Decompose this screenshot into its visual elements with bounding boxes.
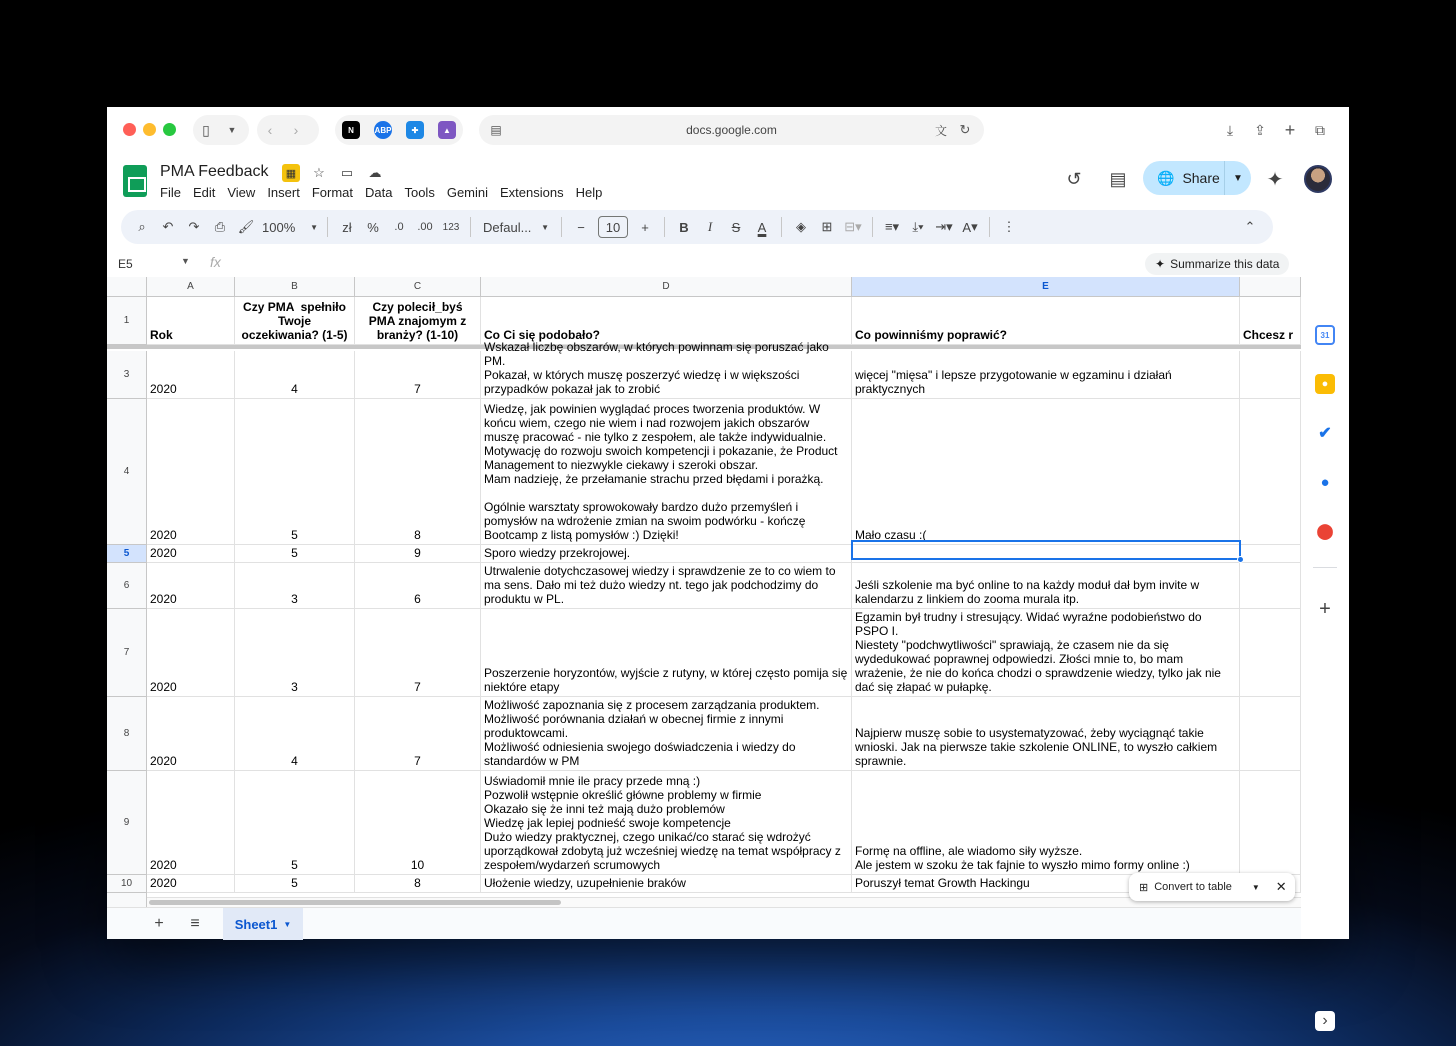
cell-recommend-text: 7 (414, 754, 421, 768)
star-icon[interactable]: ☆ (313, 165, 325, 180)
sheet-tabs-bar (107, 907, 1301, 939)
vertical-align-icon[interactable]: ⤓▾ (912, 219, 924, 234)
merge-cells-icon[interactable]: ⊟▾ (844, 219, 862, 234)
divider (470, 217, 471, 237)
borders-icon[interactable]: ⊞ (821, 219, 833, 234)
menu-gemini[interactable]: Gemini (446, 185, 489, 200)
summarize-label: Summarize this data (1170, 257, 1280, 271)
cell-recommend-text: 7 (414, 382, 421, 396)
header-cell-next[interactable]: Chcesz r (1240, 297, 1301, 345)
cell-next[interactable] (1240, 399, 1301, 545)
cell-improve[interactable] (852, 609, 1240, 697)
header-cell-improve[interactable]: Co powinniśmy poprawić? (852, 297, 1240, 345)
fill-color-icon[interactable]: ◈ (796, 219, 806, 234)
menu-format[interactable]: Format (311, 185, 353, 200)
increase-decimal-button[interactable]: .00 (417, 221, 433, 233)
font-select[interactable] (477, 214, 555, 240)
cell-next[interactable] (1240, 771, 1301, 875)
cell-year-text: 2020 (150, 592, 177, 606)
row-header[interactable]: 4 (107, 399, 147, 545)
row-header[interactable]: 3 (107, 351, 147, 399)
share-button[interactable] (1143, 161, 1251, 195)
cell-recommend-text: 8 (414, 876, 421, 890)
row-header[interactable]: 8 (107, 697, 147, 771)
menu-tools[interactable]: Tools (404, 185, 435, 200)
share-sheet-icon[interactable]: ⇪ (1254, 121, 1266, 138)
scrollbar-thumb[interactable] (149, 900, 561, 905)
percent-format-button[interactable]: % (367, 219, 379, 235)
convert-to-table-chip[interactable] (1129, 873, 1295, 901)
name-box[interactable]: E5 (118, 257, 133, 271)
header-cell-liked[interactable]: Co Ci się podobało? (481, 297, 852, 345)
search-menus-icon[interactable]: ⌕ (138, 219, 146, 234)
convert-label: Convert to table (1154, 881, 1232, 893)
chevron-down-icon[interactable]: ▼ (181, 256, 190, 266)
doc-title[interactable]: PMA Feedback (160, 163, 269, 180)
browser-actions (1213, 115, 1339, 145)
tasks-icon[interactable]: ✔ (1315, 423, 1335, 443)
decrease-font-size-icon[interactable]: − (577, 219, 585, 235)
currency-format-button[interactable]: zł (342, 219, 352, 235)
close-window-button[interactable] (123, 123, 136, 136)
row-header[interactable]: 5 (107, 545, 147, 563)
row-header[interactable]: 6 (107, 563, 147, 609)
cell-year[interactable] (147, 563, 235, 609)
zoom-select[interactable] (259, 214, 321, 240)
extension-a-icon[interactable]: ▲ (438, 121, 456, 139)
cell-expectations[interactable] (235, 771, 355, 875)
row-header[interactable]: 9 (107, 771, 147, 875)
cell-recommend[interactable] (355, 697, 481, 771)
text-wrapping-icon[interactable]: ⇥▾ (935, 219, 953, 234)
cell-recommend[interactable] (355, 351, 481, 399)
cell-liked-text: Utrwalenie dotychczasowej wiedzy i sprawdzenie ze to co wiem to ma sens. Dało mi też dużo wiedzy nt. tego jak podchodzimy do produktu w PL. (484, 564, 839, 606)
paint-format-icon[interactable]: 🖌 (237, 219, 255, 234)
browser-toolbar (107, 107, 1349, 153)
cell-year-text: 2020 (150, 876, 177, 890)
cell-recommend-text: 9 (414, 546, 421, 560)
cell-next[interactable] (1240, 563, 1301, 609)
extension-k-icon[interactable]: ✚ (406, 121, 424, 139)
cell-next[interactable] (1240, 351, 1301, 399)
cell-improve-text: Egzamin był trudny i stresujący. Widać wyraźne podobieństwo do PSPO I. Niestety "podchwytliwości" sprawiają, że czasem nie da się wydedukować poprawnej odpowiedzi. Złości mnie to, bo mam wrażenie, że nie do końca chodzi o sprawdzenie wiedzy, tylko jak nie dać się złapać w pułapkę. (855, 610, 1221, 694)
cell-year-text: 2020 (150, 382, 177, 396)
forward-icon[interactable]: › (293, 122, 299, 138)
gemini-icon[interactable]: ✦ (1266, 168, 1284, 191)
nav-buttons (257, 115, 319, 145)
reload-icon[interactable]: ↻ (959, 122, 971, 137)
new-tab-icon[interactable]: + (1284, 119, 1296, 140)
sidebar-icon: ▯ (202, 121, 210, 138)
strikethrough-button[interactable]: S (731, 219, 741, 235)
translate-icon[interactable]: 文 (934, 123, 947, 138)
fill-handle[interactable] (1237, 556, 1244, 563)
font-value: Defaul... (483, 219, 532, 235)
cell-improve-text: Formę na offline, ale wiadomo siły wyższe. Ale jestem w szoku że tak fajnie to wyszło mimo formy online :) (855, 844, 1190, 872)
divider (872, 217, 873, 237)
tab-overview-icon[interactable]: ⧉ (1315, 121, 1325, 138)
cell-improve-text: Poruszył temat Growth Hackingu (855, 876, 1030, 890)
cell-year[interactable] (147, 609, 235, 697)
chevron-down-icon: ▼ (541, 222, 549, 232)
cell-year-text: 2020 (150, 858, 177, 872)
cell-liked-text: Ułożenie wiedzy, uzupełnienie braków (484, 876, 686, 890)
redo-icon[interactable]: ↷ (188, 219, 200, 234)
more-options-icon[interactable]: ⋮ (1002, 219, 1016, 234)
close-icon[interactable]: ✕ (1275, 879, 1287, 894)
cell-expectations[interactable] (235, 609, 355, 697)
undo-icon[interactable]: ↶ (162, 219, 174, 234)
expand-panel-icon[interactable]: › (1315, 1011, 1335, 1031)
cell-liked[interactable] (481, 399, 852, 545)
menu-view[interactable]: View (227, 185, 256, 200)
cell-next[interactable] (1240, 545, 1301, 563)
download-icon[interactable]: ⤓ (1226, 121, 1234, 138)
adblock-icon[interactable]: ABP (374, 121, 392, 139)
comments-icon[interactable]: ▤ (1109, 168, 1127, 189)
cell-year-text: 2020 (150, 680, 177, 694)
spreadsheet-grid[interactable] (107, 277, 1301, 897)
cell-liked-text: Możliwość zapoznania się z procesem zarządzania produktem. Możliwość porównania działań w obecnej firmie z innymi produktowcami. Możliwość odniesienia swojego doświadczenia i wiedzy do standardów w PM (484, 698, 820, 768)
text-rotation-label: A (962, 219, 972, 235)
chevron-down-icon: ▼ (310, 222, 318, 232)
cell-expectations-text: 5 (291, 858, 298, 872)
address-bar[interactable] (479, 115, 984, 145)
sheet-badge-icon[interactable]: ▦ (282, 164, 300, 182)
side-panel (1301, 211, 1349, 1029)
header-cell-recommend[interactable]: Czy polecił_byś PMA znajomym z branży? (1-10) (355, 297, 481, 345)
cell-year[interactable] (147, 771, 235, 875)
cell-liked-text: Uświadomił mnie ile pracy przede mną :) Pozwolił wstępnie określić główne problemy w firmie Okazało się że inni też mają dużo problemów Wiedzę jak lepiej podnieść swoje kompetencje Dużo wiedzy praktycznej, czego unikać/co starać się wdrożyć uporządkował zdobytą już wcześniej wiedzę na temat współpracy z zespołem/wydarzeń scrumowych (484, 774, 841, 872)
move-folder-icon[interactable]: ▭ (340, 165, 354, 180)
cell-recommend-text: 7 (414, 680, 421, 694)
minimize-window-button[interactable] (143, 123, 156, 136)
column-header-d[interactable]: D (481, 277, 852, 297)
menu-help[interactable]: Help (575, 185, 603, 200)
back-icon[interactable]: ‹ (267, 122, 273, 138)
column-header-e[interactable]: E (852, 277, 1240, 297)
cell-liked[interactable] (481, 340, 852, 399)
globe-icon: 🌐 (1157, 169, 1175, 186)
sidebar-toggle[interactable] (193, 115, 249, 145)
more-formats-button[interactable]: 123 (442, 221, 460, 233)
horizontal-scrollbar[interactable] (147, 897, 1301, 907)
divider (327, 217, 328, 237)
cell-liked-text: Wiedzę, jak powinien wyglądać proces tworzenia produktów. W końcu wiem, czego nie wiem i nad rozwojem jakich obszarów muszę pracować - nie tylko z zespołem, ale także indywidualnie. Motywację do rozwoju swoich kompetencji i pokazanie, że Product Management to niezwykle ciekawy i szeroki obszar. Mam nadzieję, że przełamanie strachu przed błędami i porażką. Ogólnie warsztaty sprowokowały bardzo dużo przemyśleń i pomysłów na wdrożenie zmian na swoim podwórku - kończę Bootcamp z listą pomysłów :) Dzięki! (484, 402, 838, 542)
header-cell-expectations[interactable]: Czy PMA spełniło Twoje oczekiwania? (1-5) (235, 297, 355, 345)
cell-expectations-text: 3 (291, 680, 298, 694)
column-header-c[interactable]: C (355, 277, 481, 297)
cell-improve[interactable] (852, 399, 1240, 545)
collapse-toolbar-icon[interactable]: ⌃ (1244, 219, 1256, 234)
cell-recommend[interactable] (355, 875, 481, 893)
cell-improve[interactable] (852, 545, 1240, 563)
formula-bar (107, 251, 1301, 277)
cell-liked[interactable] (481, 545, 852, 563)
cell-next[interactable] (1240, 697, 1301, 771)
cell-recommend-text: 8 (414, 528, 421, 542)
column-header-f[interactable] (1240, 277, 1301, 297)
column-header-b[interactable]: B (235, 277, 355, 297)
font-size-input[interactable]: 10 (598, 216, 628, 238)
cell-expectations-text: 5 (291, 546, 298, 560)
menu-insert[interactable]: Insert (267, 185, 300, 200)
menu-data[interactable]: Data (365, 185, 393, 200)
maps-icon[interactable]: ⬤ (1316, 523, 1334, 540)
keep-icon[interactable]: ● (1315, 374, 1335, 394)
cell-recommend-text: 10 (410, 858, 425, 872)
cell-expectations-text: 5 (291, 528, 298, 542)
cell-expectations[interactable] (235, 545, 355, 563)
divider (664, 217, 665, 237)
select-all-corner[interactable] (107, 277, 147, 297)
share-dropdown-icon[interactable]: ▼ (1233, 172, 1243, 184)
browser-window (107, 107, 1349, 1029)
divider (561, 217, 562, 237)
fx-icon: fx (210, 254, 221, 270)
cell-expectations[interactable] (235, 563, 355, 609)
page-menu-icon[interactable]: ▤ (490, 123, 502, 137)
version-history-icon[interactable]: ↺ (1066, 168, 1082, 189)
cell-recommend-text: 6 (414, 592, 421, 606)
cell-recommend[interactable] (355, 771, 481, 875)
cell-recommend[interactable] (355, 563, 481, 609)
cell-year-text: 2020 (150, 546, 177, 560)
cell-improve-text: więcej "mięsa" i lepsze przygotowanie w egzaminu i działań praktycznych (855, 368, 1176, 396)
cell-next[interactable] (1240, 609, 1301, 697)
cell-improve[interactable] (852, 697, 1240, 771)
cell-liked[interactable] (481, 563, 852, 609)
cell-expectations-text: 4 (291, 382, 298, 396)
add-addon-icon[interactable]: + (1315, 599, 1335, 619)
contacts-icon[interactable]: ● (1315, 472, 1335, 492)
cell-expectations-text: 4 (291, 754, 298, 768)
chevron-down-icon[interactable]: ▼ (283, 919, 292, 929)
app-header (107, 153, 1349, 211)
calendar-icon[interactable]: 31 (1315, 325, 1335, 345)
decrease-decimal-button[interactable]: .0 (394, 221, 404, 233)
add-sheet-icon[interactable]: + (154, 915, 164, 932)
cell-expectations[interactable] (235, 697, 355, 771)
italic-button[interactable]: I (707, 219, 713, 234)
cell-recommend[interactable] (355, 399, 481, 545)
text-rotation-button[interactable]: A ▾ (962, 219, 978, 235)
url-text: docs.google.com (686, 123, 777, 137)
horizontal-align-icon[interactable]: ≡▾ (884, 219, 900, 234)
menu-edit[interactable]: Edit (192, 185, 216, 200)
zoom-value: 100% (262, 219, 296, 235)
row-header[interactable]: 7 (107, 609, 147, 697)
header-cell-year[interactable]: Rok (147, 297, 235, 345)
cell-year[interactable] (147, 545, 235, 563)
cell-improve[interactable] (852, 771, 1240, 875)
zoom-window-button[interactable] (163, 123, 176, 136)
title-icons (282, 164, 384, 182)
cloud-status-icon[interactable]: ☁ (368, 165, 382, 180)
extensions-bar (335, 115, 463, 145)
chevron-down-icon[interactable]: ▼ (1251, 882, 1260, 892)
cell-improve-text: Mało czasu :( (855, 528, 927, 542)
cell-improve[interactable] (852, 351, 1240, 399)
cell-recommend[interactable] (355, 609, 481, 697)
cell-year-text: 2020 (150, 528, 177, 542)
sheet-tab-label: Sheet1 (234, 916, 278, 932)
cell-expectations[interactable] (235, 875, 355, 893)
table-icon: ⊞ (1139, 881, 1149, 894)
text-color-button[interactable]: A (757, 219, 767, 235)
cell-expectations[interactable] (235, 351, 355, 399)
summarize-button[interactable] (1145, 253, 1289, 275)
divider (781, 217, 782, 237)
menu-bar (160, 185, 608, 200)
cell-liked[interactable] (481, 771, 852, 875)
cell-improve-text: Najpierw muszę sobie to usystematyzować, żeby wyciągnąć takie wnioski. Jak na pierwsze takie szkolenie ONLINE, to wyszło całkiem sprawnie. (855, 726, 1221, 768)
cell-expectations-text: 3 (291, 592, 298, 606)
cell-recommend[interactable] (355, 545, 481, 563)
cell-improve[interactable] (852, 563, 1240, 609)
chevron-down-icon: ▼ (227, 125, 237, 135)
cell-year[interactable] (147, 697, 235, 771)
row-header[interactable]: 1 (107, 297, 147, 345)
cell-year[interactable] (147, 399, 235, 545)
cell-year-text: 2020 (150, 754, 177, 768)
cell-liked[interactable] (481, 609, 852, 697)
cell-liked-text: Wskazał liczbę obszarów, w których powinnam się poruszać jako PM. Pokazał, w których muszę poszerzyć wiedzę i w większości przypadków pokazał jak to zrobić (484, 340, 829, 396)
avatar[interactable] (1304, 165, 1332, 193)
divider (989, 217, 990, 237)
menu-extensions[interactable]: Extensions (500, 185, 564, 200)
increase-font-size-icon[interactable]: + (641, 219, 649, 235)
menu-file[interactable]: File (160, 185, 181, 200)
formatting-toolbar (121, 210, 1273, 244)
sheet-tab[interactable] (223, 908, 303, 940)
sparkle-icon: ✦ (1155, 257, 1166, 271)
cell-year[interactable] (147, 351, 235, 399)
share-label: Share (1182, 170, 1220, 186)
cell-liked[interactable] (481, 875, 852, 893)
cell-expectations[interactable] (235, 399, 355, 545)
cell-liked-text: Poszerzenie horyzontów, wyjście z rutyny, w której często pomija się niektóre etapy (484, 666, 851, 694)
all-sheets-icon[interactable]: ≡ (190, 915, 200, 932)
cell-improve-text: Jeśli szkolenie ma być online to na każdy moduł dał bym invite w kalendarzu z linkiem do zooma murala itp. (855, 578, 1203, 606)
cell-expectations-text: 5 (291, 876, 298, 890)
cell-year[interactable] (147, 875, 235, 893)
divider (1313, 567, 1337, 568)
bold-button[interactable]: B (679, 219, 689, 235)
notion-icon[interactable]: N (342, 121, 360, 139)
sheets-logo-icon[interactable] (123, 165, 147, 197)
print-icon[interactable]: ⎙ (214, 219, 226, 234)
cell-liked[interactable] (481, 697, 852, 771)
column-header-a[interactable]: A (147, 277, 235, 297)
row-header[interactable]: 10 (107, 875, 147, 893)
cell-liked-text: Sporo wiedzy przekrojowej. (484, 546, 631, 560)
